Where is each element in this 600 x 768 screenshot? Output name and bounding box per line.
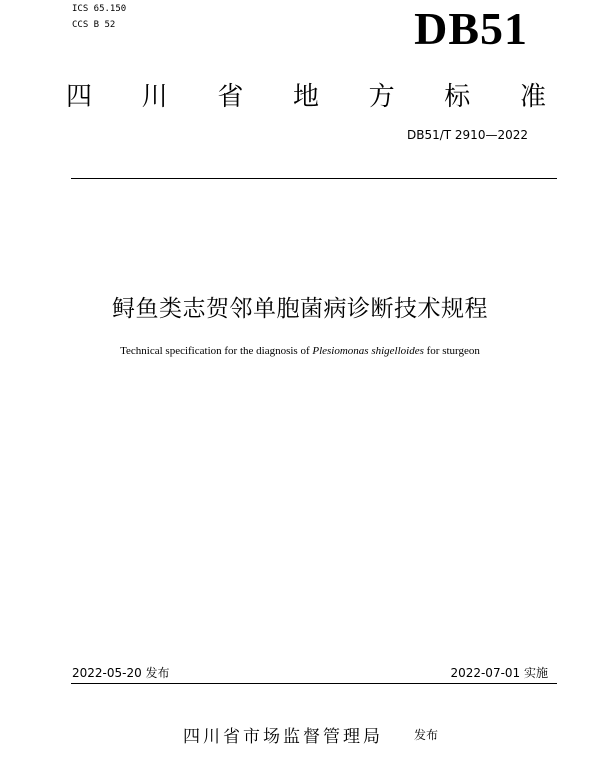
title-english-suffix: for sturgeon <box>426 345 480 357</box>
standard-type-char: 川 <box>141 82 168 112</box>
title-english-prefix: Technical specification for the diagnosis of <box>120 345 310 357</box>
top-divider <box>71 178 557 179</box>
bottom-divider <box>71 683 557 684</box>
document-title-english <box>0 345 600 357</box>
standard-type-char: 标 <box>444 82 471 112</box>
standard-type-char: 准 <box>519 82 546 112</box>
standard-type-char: 方 <box>368 82 395 112</box>
publish-label: 发布 <box>414 728 439 742</box>
standard-type-char: 四 <box>66 82 93 112</box>
standard-number: DB51/T 2910—2022 <box>406 128 528 142</box>
standard-type-char: 省 <box>217 82 244 112</box>
issue-date: 2022-05-20 发布 <box>72 666 170 680</box>
ics-code: ICS 65.150 <box>72 4 127 14</box>
ccs-code: CCS B 52 <box>72 20 116 30</box>
implementation-date: 2022-07-01 实施 <box>450 666 548 680</box>
standard-type-char: 地 <box>292 82 319 112</box>
document-title-chinese: 鲟鱼类志贺邻单胞菌病诊断技术规程 <box>112 296 488 322</box>
title-english-species: Plesiomonas shigelloides <box>312 345 424 357</box>
standard-logo: DB51 <box>414 3 528 54</box>
publisher-name: 四川省市场监督管理局 <box>183 727 383 747</box>
standard-type-heading <box>66 84 546 110</box>
